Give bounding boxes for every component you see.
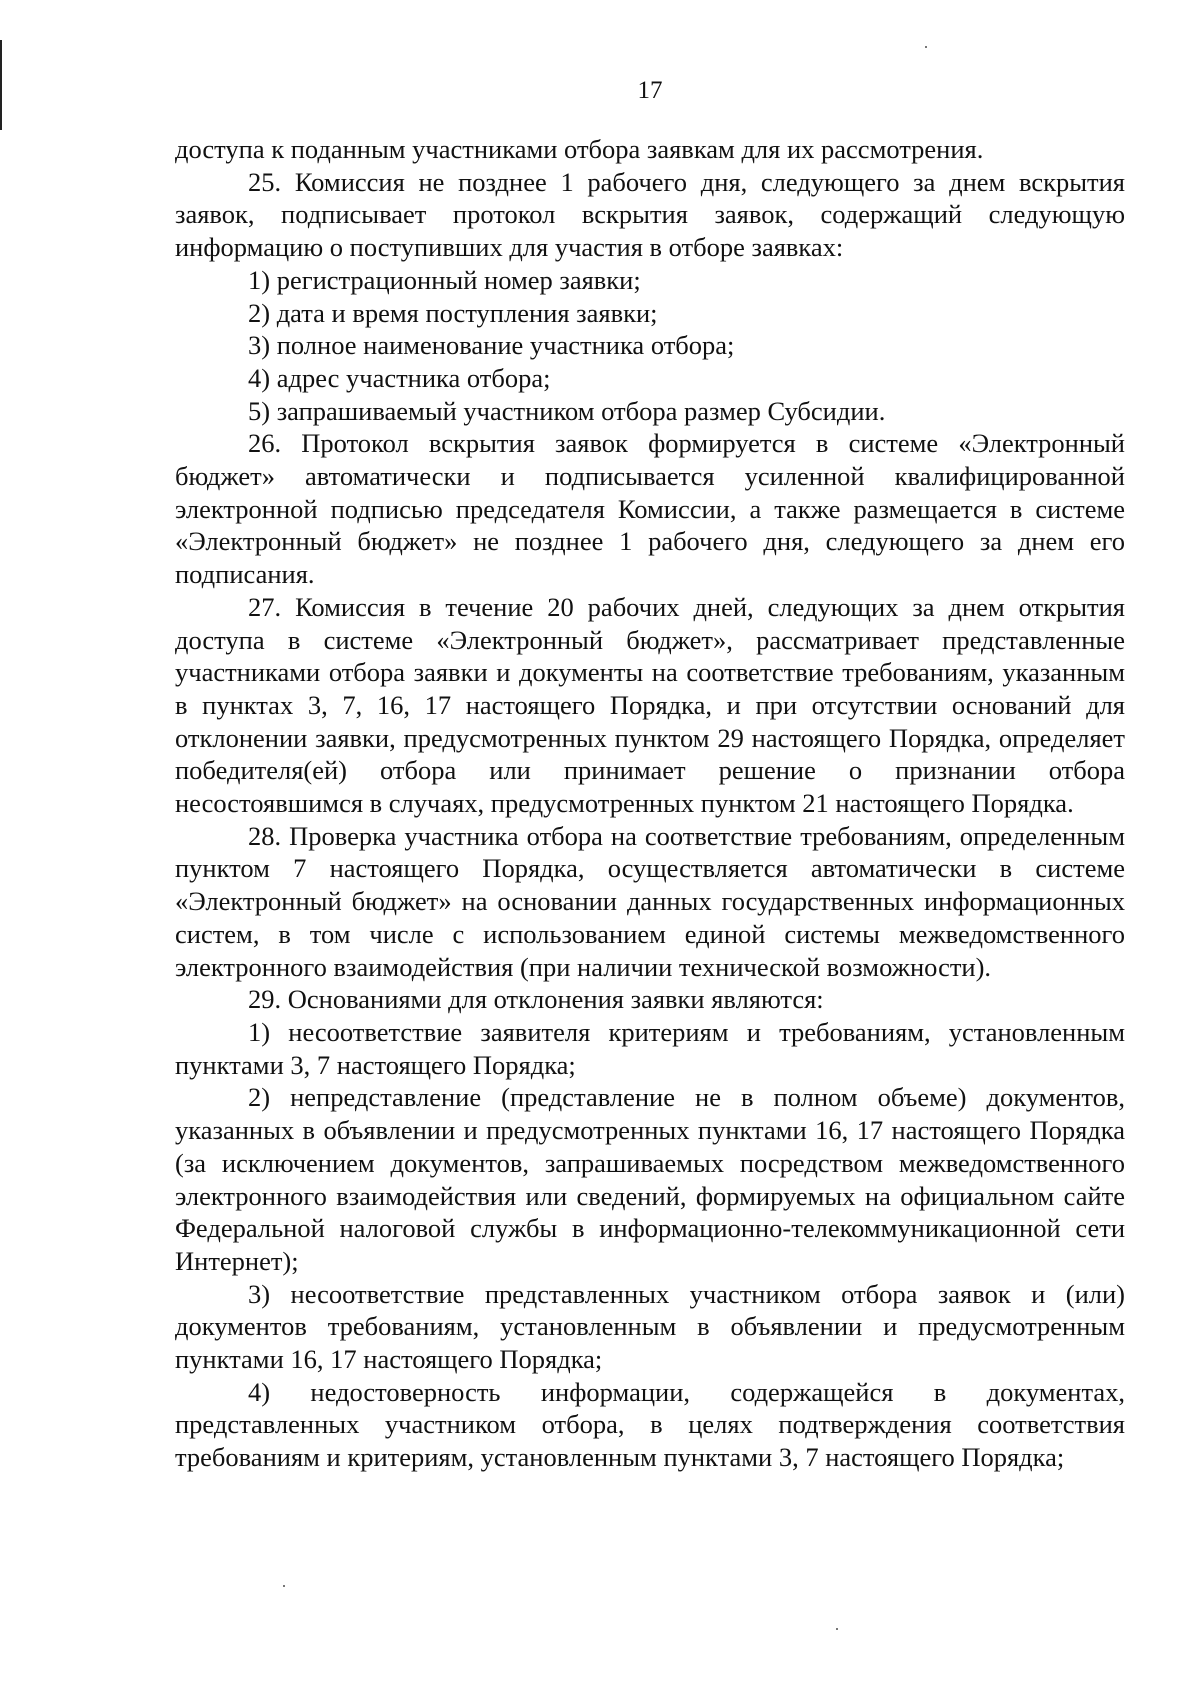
paragraph-continuation: доступа к поданным участниками отбора заявкам для их рассмотрения. [175, 134, 984, 164]
list-item-address: 4) адрес участника отбора; [248, 362, 551, 393]
page-number: 17 [637, 77, 663, 104]
list-item-full-name: 3) полное наименование участника отбора; [248, 330, 735, 361]
list-item-reason-1: 1) несоответствие заявителя критериям и требованиям, установленным пунктами 3, 7 настоящего Порядка; [175, 1016, 1125, 1080]
list-item-reason-2: 2) непредставление (представление не в полном объеме) документов, указанных в объявлении и предусмотренных пунктами 16, 17 настоящего Порядка (за исключением документов, запрашиваемых посредством межведомственного электронного взаимодействия или сведений, формируемых на официальном сайте Федеральной налоговой службы в информационно-телекоммуникационной сети Интернет); [175, 1082, 1125, 1276]
document-body [175, 133, 1125, 1474]
scan-speck [836, 1628, 838, 1630]
scan-speck [283, 1585, 285, 1587]
paragraph-clause-29: 29. Основаниями для отклонения заявки являются: [248, 984, 824, 1015]
list-item-registration-number: 1) регистрационный номер заявки; [248, 264, 641, 295]
list-item-reason-4: 4) недостоверность информации, содержащейся в документах, представленных участником отбора, в целях подтверждения соответствия требованиям и критериям, установленным пунктами 3, 7 настоящего Порядка; [175, 1376, 1125, 1473]
list-item-subsidy-amount: 5) запрашиваемый участником отбора размер Субсидии. [248, 395, 886, 426]
paragraph-clause-28: 28. Проверка участника отбора на соответствие требованиям, определенным пунктом 7 настоящего Порядка, осуществляется автоматически в системе «Электронный бюджет» на основании данных государственных информационных систем, в том числе с использованием единой системы межведомственного электронного взаимодействия (при наличии технической возможности). [175, 820, 1125, 982]
paragraph-clause-26: 26. Протокол вскрытия заявок формируется в системе «Электронный бюджет» автоматически и подписывается усиленной квалифицированной электронной подписью председателя Комиссии, а также размещается в системе «Электронный бюджет» не позднее 1 рабочего дня, следующего за днем его подписания. [175, 428, 1125, 590]
paragraph-clause-27: 27. Комиссия в течение 20 рабочих дней, следующих за днем открытия доступа в системе «Электронный бюджет», рассматривает представленные участниками отбора заявки и документы на соответствие требованиям, указанным в пунктах 3, 7, 16, 17 настоящего Порядка, и при отсутствии оснований для отклонении заявки, предусмотренных пунктом 29 настоящего Порядка, определяет победителя(ей) отбора или принимает решение о признании отбора несостоявшимся в случаях, предусмотренных пунктом 21 настоящего Порядка. [175, 591, 1125, 819]
paragraph-clause-25: 25. Комиссия не позднее 1 рабочего дня, следующего за днем вскрытия заявок, подписывает протокол вскрытия заявок, содержащий следующую информацию о поступивших для участия в отборе заявках: [175, 166, 1125, 263]
scan-speck [925, 46, 927, 48]
list-item-reason-3: 3) несоответствие представленных участником отбора заявок и (или) документов требованиям, установленным в объявлении и предусмотренным пунктами 16, 17 настоящего Порядка; [175, 1278, 1125, 1375]
list-item-date-time: 2) дата и время поступления заявки; [248, 297, 658, 328]
